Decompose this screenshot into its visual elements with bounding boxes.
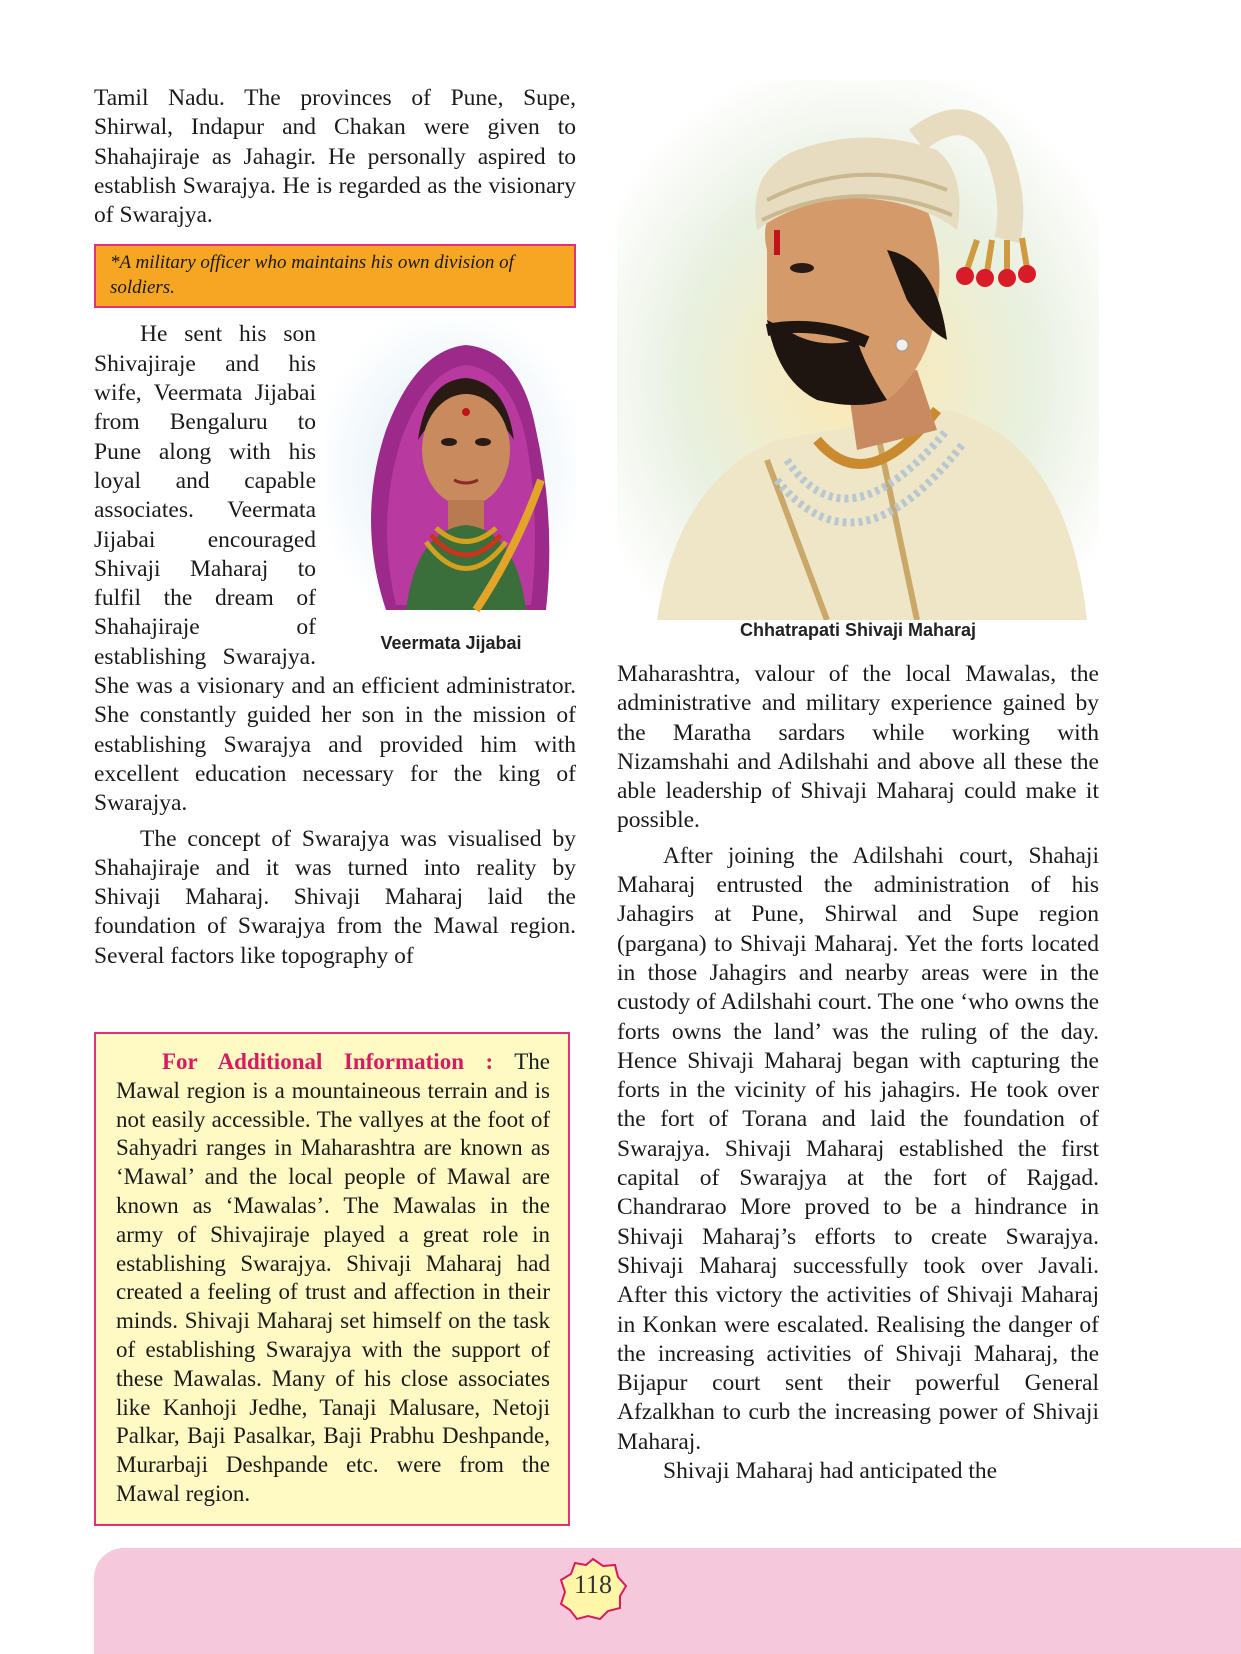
paragraph: The concept of Swarajya was visualised by Shahajiraje and it was turned into reality by Shivaji Maharaj. Shivaji Maharaj laid the foundation of Swarajya from the Mawal region. Several factors like topography of xyxy=(94,825,576,969)
figure-caption: Veermata Jijabai xyxy=(380,632,522,653)
shivaji-portrait xyxy=(617,80,1099,620)
jijabai-portrait xyxy=(326,320,576,620)
paragraph: Tamil Nadu. The provinces of Pune, Supe, Shirwal, Indapur and Chakan were given to Shahajiraje as Jahagir. He personally aspired to establish Swarajya. He is regarded as the visionary of Swarajya. xyxy=(94,85,576,229)
info-text: The Mawal region is a mountaineous terrain and is not easily accessible. The vallyes at the foot of Sahyadri ranges in Maharashtra are known as ‘Mawal’ and the local people of Mawal are known as ‘Mawalas’. The Mawalas in the army of Shivajiraje played a great role in establishing Swarajya. Shivaji Maharaj had created a feeling of trust and affection in their minds. Shivaji Maharaj set himself on the task of establishing Swarajya with the support of these Mawalas. Many of his close associates like Kanhoji Jedhe, Tanaji Malusare, Netoji Palkar, Baji Pasalkar, Baji Prabhu Deshpande, Murarbaji Deshpande etc. were from the Mawal region. xyxy=(116,1049,551,1506)
left-column xyxy=(94,84,576,971)
figure-caption: Chhatrapati Shivaji Maharaj xyxy=(739,620,977,640)
info-title: For Additional Information : xyxy=(162,1049,494,1074)
paragraph: He sent his son Shivajiraje and his wife, Veermata Jijabai from Bengaluru to Pune along with his loyal and capable associates. Veermata Jijabai encouraged Shivaji Maharaj to fulfil the dream of Shahajiraje of establishing Swarajya. She was a visionary and an efficient administrator. She constantly guided her son in the mission of establishing Swarajya and provided him with excellent education necessary for the king of Swarajya. xyxy=(94,321,576,817)
paragraph: After joining the Adilshahi court, Shahaji Maharaj entrusted the administration of his Jahagirs at Pune, Shirwal and Supe region (pargana) to Shivaji Maharaj. Yet the forts located in those Jahagirs and nearby areas were in the custody of Adilshahi court. The one ‘who owns the forts owns the land’ was the ruling of the day. Hence Shivaji Maharaj began with capturing the forts in the vicinity of his jahagirs. He took over the fort of Torana and laid the foundation of Swarajya. Shivaji Maharaj established the first capital of Swarajya at the fort of Rajgad. Chandrarao More proved to be a hindrance in Shivaji Maharaj’s efforts to create Swarajya. Shivaji Maharaj successfully took over Javali. After this victory the activities of Shivaji Maharaj in Konkan were escalated. Realising the danger of the increasing activities of Shivaji Maharaj, the Bijapur court sent their powerful General Afzalkhan to curb the increasing power of Shivaji Maharaj. xyxy=(617,842,1099,1455)
paragraph: Shivaji Maharaj had anticipated the xyxy=(663,1458,998,1485)
footer-band xyxy=(94,1548,1241,1654)
right-column xyxy=(617,660,1099,1486)
additional-info-box xyxy=(94,1032,570,1526)
jijabai-figure xyxy=(326,320,576,658)
page-number: 118 xyxy=(573,1570,613,1599)
paragraph: Maharashtra, valour of the local Mawalas, the administrative and military experience gained by the Maratha sardars while working with Nizamshahi and Adilshahi and above all these the able leadership of Shivaji Maharaj could make it possible. xyxy=(617,661,1099,834)
footnote-box: *A military officer who maintains his own division of soldiers. xyxy=(94,244,576,308)
